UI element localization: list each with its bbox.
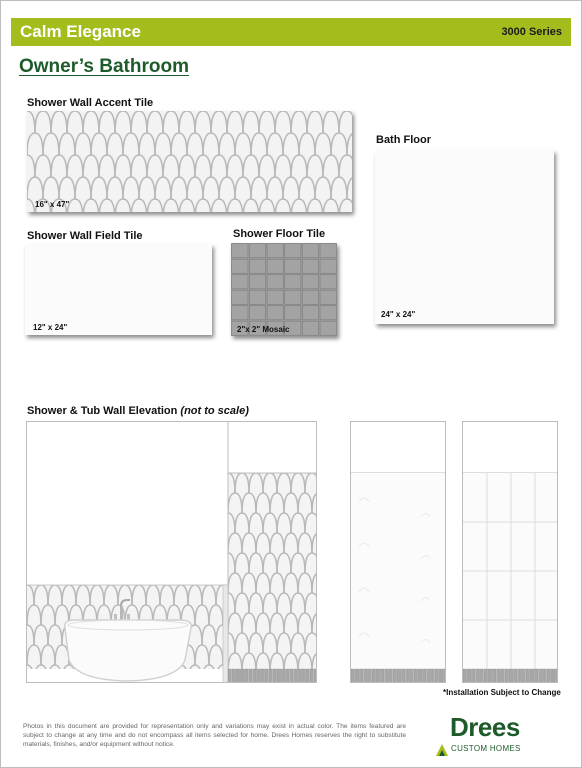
shower-wall-elevation-right: [462, 421, 558, 683]
elevation-label: Shower & Tub Wall Elevation: [27, 405, 178, 417]
accent-pattern: [27, 111, 352, 212]
collection-title: Calm Elegance: [20, 22, 141, 41]
series-label: 3000 Series: [501, 26, 562, 38]
disclaimer-text: Photos in this document are provided for representation only and variations may exist in actual color. The items featured are subject to change at any time and do not encompass all items selected for home. Drees Homes reserves the right to substitute materials, finishes, and/or equipment without notice.: [23, 723, 406, 748]
shower-floor-label: Shower Floor Tile: [233, 228, 326, 240]
shower-floor-swatch: [231, 243, 337, 336]
installation-note: *Installation Subject to Change: [443, 688, 561, 697]
shower-floor-size: 2"x 2" Mosaic: [237, 325, 290, 334]
page-title: Owner’s Bathroom: [19, 56, 189, 77]
tub-wall-elevation: [26, 421, 317, 683]
bath-floor-swatch: [375, 150, 554, 324]
accent-tile-swatch: [27, 111, 352, 212]
shower-wall-left-drawing: [351, 422, 446, 683]
accent-tile-size: 16" x 47": [35, 200, 70, 209]
mosaic-grid: [231, 243, 337, 336]
shower-wall-right-drawing: [463, 422, 558, 683]
elevation-heading: [27, 405, 249, 417]
field-tile-swatch: [25, 244, 212, 335]
tub-wall-drawing: [27, 422, 317, 683]
header-banner: [11, 18, 571, 46]
logo-mark-icon: [436, 742, 448, 756]
bath-floor-label: Bath Floor: [376, 134, 431, 146]
shower-wall-elevation-left: [350, 421, 446, 683]
logo-wordmark: Drees: [450, 712, 520, 742]
bath-floor-size: 24" x 24": [381, 310, 416, 319]
drees-logo: [436, 712, 546, 758]
elevation-qualifier: (not to scale): [180, 405, 249, 417]
logo-tagline: CUSTOM HOMES: [451, 744, 521, 753]
field-tile-label: Shower Wall Field Tile: [27, 230, 143, 242]
field-tile-size: 12" x 24": [33, 323, 68, 332]
accent-tile-label: Shower Wall Accent Tile: [27, 97, 154, 109]
